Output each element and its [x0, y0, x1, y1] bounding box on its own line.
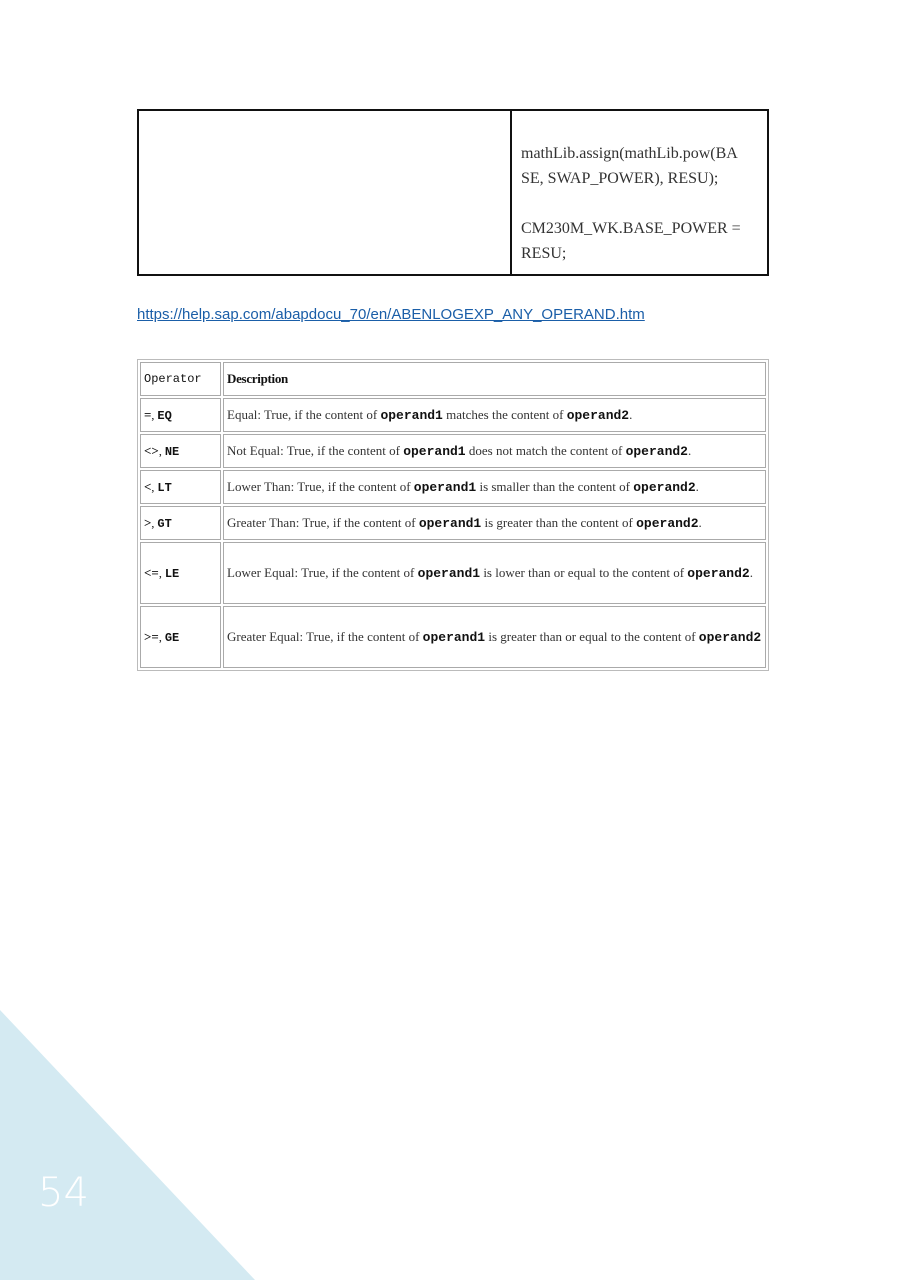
table-row [140, 398, 766, 432]
code-table-code-cell [511, 110, 768, 275]
description-cell [223, 398, 766, 432]
operand1-keyword: operand1 [417, 565, 481, 581]
code-line-1: mathLib.assign(mathLib.pow(BA [521, 145, 738, 162]
operator-code: LE [164, 566, 180, 581]
code-line-3: CM230M_WK.BASE_POWER = [521, 220, 741, 237]
operand1-keyword: operand1 [403, 444, 466, 459]
operand1-keyword: operand1 [380, 408, 443, 423]
description-text: does not match the content of [465, 443, 626, 458]
description-cell [223, 542, 766, 604]
description-text: Not Equal: True, if the content of [227, 443, 404, 458]
page-number: 54 [38, 1170, 89, 1216]
header-operator: Operator [140, 362, 221, 396]
description-text: Greater Equal: True, if the content of [227, 628, 423, 644]
description-text: Greater Than: True, if the content of [227, 515, 419, 530]
description-punct: . [749, 564, 753, 580]
operator-cell [140, 434, 221, 468]
description-punct: . [629, 407, 633, 422]
description-cell [223, 434, 766, 468]
description-cell [223, 506, 766, 540]
corner-decoration [0, 1010, 255, 1280]
operator-code: GT [157, 517, 172, 531]
operand2-keyword: operand2 [687, 565, 750, 581]
code-table [137, 109, 769, 276]
operator-separator: , [151, 408, 158, 422]
operator-table-header [140, 362, 766, 396]
description-punct: . [687, 443, 692, 458]
operator-separator: , [158, 565, 165, 580]
operator-separator: , [151, 516, 158, 530]
operator-symbol: <= [144, 564, 159, 580]
description-punct: . [695, 479, 699, 494]
operator-symbol: <> [144, 443, 159, 458]
operator-code: LT [157, 481, 172, 495]
description-text: Lower Than: True, if the content of [227, 479, 414, 494]
table-row [140, 470, 766, 504]
operator-symbol: = [144, 407, 152, 422]
description-text: is greater than or equal to the content of [485, 628, 699, 644]
operand2-keyword: operand2 [566, 408, 630, 423]
code-gap [521, 191, 759, 216]
header-description: Description [223, 362, 766, 396]
description-cell [223, 470, 766, 504]
operand1-keyword: operand1 [418, 516, 482, 531]
reference-link[interactable]: https://help.sap.com/abapdocu_70/en/ABENLOGEXP_ANY_OPERAND.htm [137, 306, 645, 323]
description-text: is greater than the content of [481, 515, 637, 530]
code-table-empty-cell [138, 110, 511, 275]
operand2-keyword: operand2 [698, 629, 762, 645]
description-cell [223, 606, 766, 668]
operand1-keyword: operand1 [422, 629, 486, 645]
operator-cell [140, 398, 221, 432]
operator-cell [140, 606, 221, 668]
operator-cell [140, 470, 221, 504]
operator-separator: , [158, 444, 165, 458]
table-row [140, 542, 766, 604]
operator-table [137, 359, 769, 671]
operator-separator: , [151, 480, 158, 494]
operator-code: GE [164, 630, 180, 645]
operand2-keyword: operand2 [625, 444, 688, 459]
operator-separator: , [158, 629, 165, 644]
operator-code: EQ [157, 409, 172, 423]
table-row [140, 606, 766, 668]
operand1-keyword: operand1 [413, 480, 477, 495]
operand2-keyword: operand2 [636, 516, 699, 531]
table-row [140, 506, 766, 540]
description-text: is lower than or equal to the content of [480, 564, 688, 580]
description-text: Lower Equal: True, if the content of [227, 564, 418, 580]
table-row [140, 434, 766, 468]
description-punct: . [698, 515, 702, 530]
code-line-4: RESU; [521, 245, 567, 262]
operator-cell [140, 542, 221, 604]
operator-symbol: >= [144, 628, 159, 644]
operand2-keyword: operand2 [633, 480, 696, 495]
operator-code: NE [164, 445, 180, 459]
operator-symbol: > [144, 515, 152, 530]
description-text: is smaller than the content of [476, 479, 634, 494]
operator-symbol: < [144, 479, 152, 494]
description-text: matches the content of [442, 407, 567, 422]
code-line-2: SE, SWAP_POWER), RESU); [521, 170, 719, 187]
description-text: Equal: True, if the content of [227, 407, 381, 422]
operator-cell [140, 506, 221, 540]
